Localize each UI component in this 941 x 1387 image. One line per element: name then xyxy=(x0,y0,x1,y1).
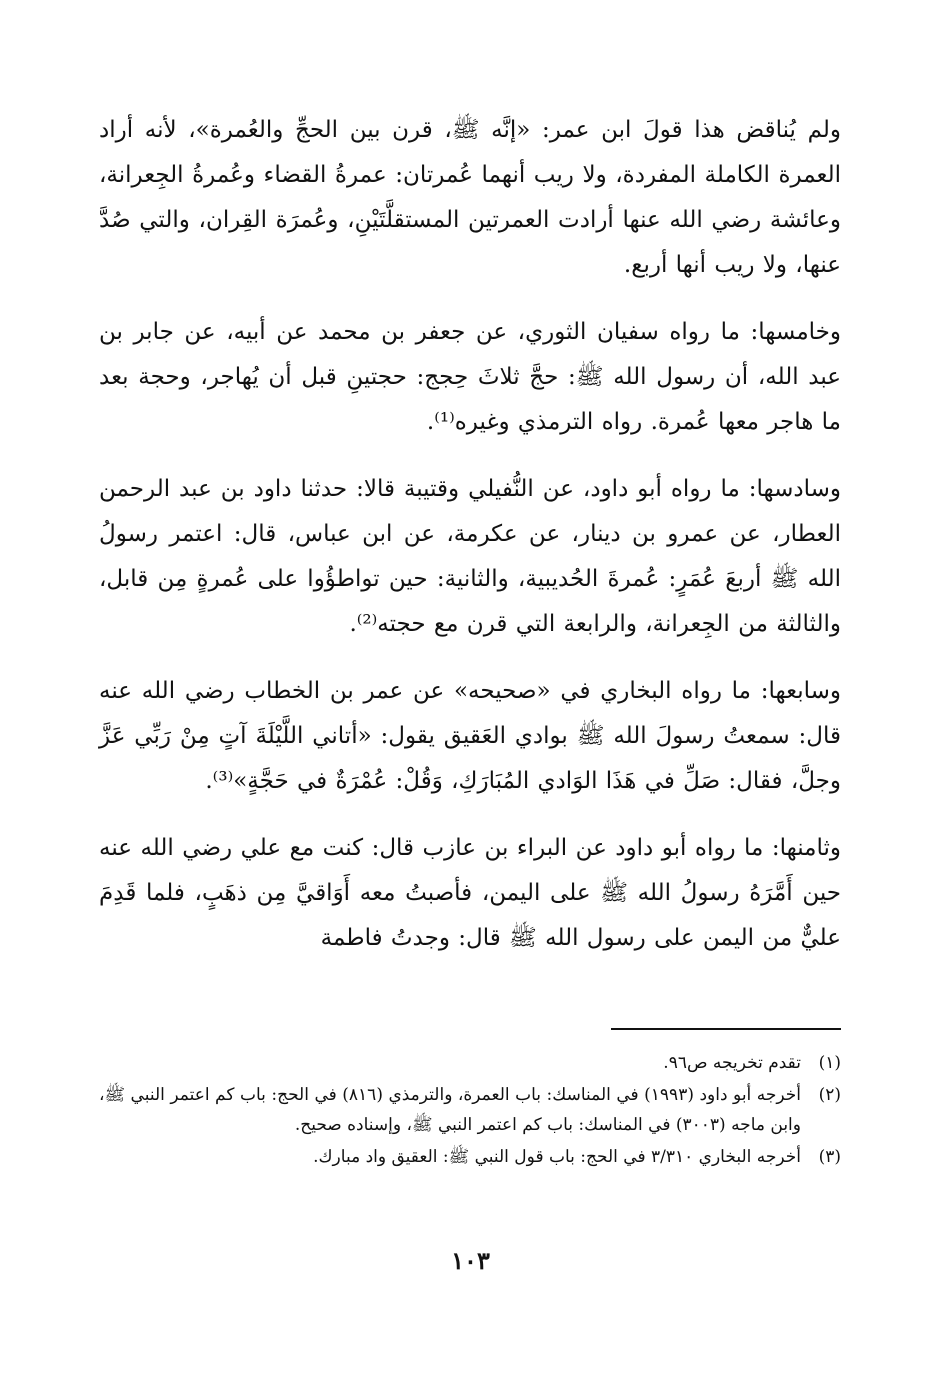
page-number: ١٠٣ xyxy=(451,1246,490,1275)
footnote-text: تقدم تخريجه ص٩٦. xyxy=(663,1053,801,1073)
footnote-number: (٢) xyxy=(818,1085,841,1105)
paragraph-1: ولم يُناقض هذا قولَ ابن عمر: «إنَّه ﷺ، قرن بين الحجِّ والعُمرة»، لأنه أراد العمرة الكاملة المفردة، ولا ريب أنهما عُمرتان: عمرةُ القضاء وعُمرةُ الجِعرانة، وعائشة رضي الله عنها أرادت العمرتين المستقلَّتَيْنِ، وعُمرَة القِران، والتي صُدَّ عنها، ولا ريب أنها أربع. xyxy=(99,117,842,278)
paragraph-3: وسادسها: ما رواه أبو داود، عن النُّفيلي وقتيبة قالا: حدثنا داود بن عبد الرحمن العطار، عن عمرو بن دينار، عن عكرمة، عن ابن عباس، قال: اعتمر رسولُ الله ﷺ أربعَ عُمَرٍ: عُمرةَ الحُديبية، والثانية: حين تواطؤُوا على عُمرةٍ مِن قابل، والثالثة من الجِعرانة، والرابعة التي قرن مع حجته⁽²⁾. xyxy=(99,476,841,637)
footnote-2 xyxy=(99,1080,841,1140)
main-text xyxy=(99,108,841,961)
paragraph-2: وخامسها: ما رواه سفيان الثوري، عن جعفر بن محمد عن أبيه، عن جابر بن عبد الله، أن رسول الله ﷺ: حجَّ ثلاثَ حِجج: حجتينِ قبل أن يُهاجر، وحجة بعد ما هاجر معها عُمرة. رواه الترمذي وغيره⁽¹⁾. xyxy=(99,319,841,435)
footnotes xyxy=(99,1048,841,1174)
footnote-1 xyxy=(99,1048,841,1078)
footnote-text: أخرجه البخاري ٣/٣١٠ في الحج: باب قول النبي ﷺ: العقيق واد مبارك. xyxy=(313,1147,801,1167)
footnote-number: (١) xyxy=(818,1053,841,1073)
paragraph-4: وسابعها: ما رواه البخاري في «صحيحه» عن عمر بن الخطاب رضي الله عنه قال: سمعتُ رسولَ الله ﷺ بوادي العَقيق يقول: «أتاني اللَّيْلَةَ آتٍ مِنْ رَبِّي عَزَّ وجلَّ، فقال: صَلِّ في هَذَا الوَادي المُبَارَكِ، وَقُلْ: عُمْرَةٌ في حَجَّةٍ»⁽³⁾. xyxy=(99,678,841,794)
footnote-separator xyxy=(611,1028,841,1030)
footnote-text: أخرجه أبو داود (١٩٩٣) في المناسك: باب العمرة، والترمذي (٨١٦) في الحج: باب كم اعتمر النبي ﷺ، وابن ماجه (٣٠٠٣) في المناسك: باب كم اعتمر النبي ﷺ، وإسناده صحيح. xyxy=(99,1085,802,1135)
footnote-number: (٣) xyxy=(818,1147,841,1167)
paragraph-5: وثامنها: ما رواه أبو داود عن البراء بن عازب قال: كنت مع علي رضي الله عنه حين أَمَّرَهُ رسولُ الله ﷺ على اليمن، فأصبتُ معه أَوَاقيَّ مِن ذهَبٍ، فلما قَدِمَ عليٌّ من اليمن على رسول الله ﷺ قال: وجدتُ فاطمة xyxy=(99,835,841,951)
footnote-3 xyxy=(99,1142,841,1172)
